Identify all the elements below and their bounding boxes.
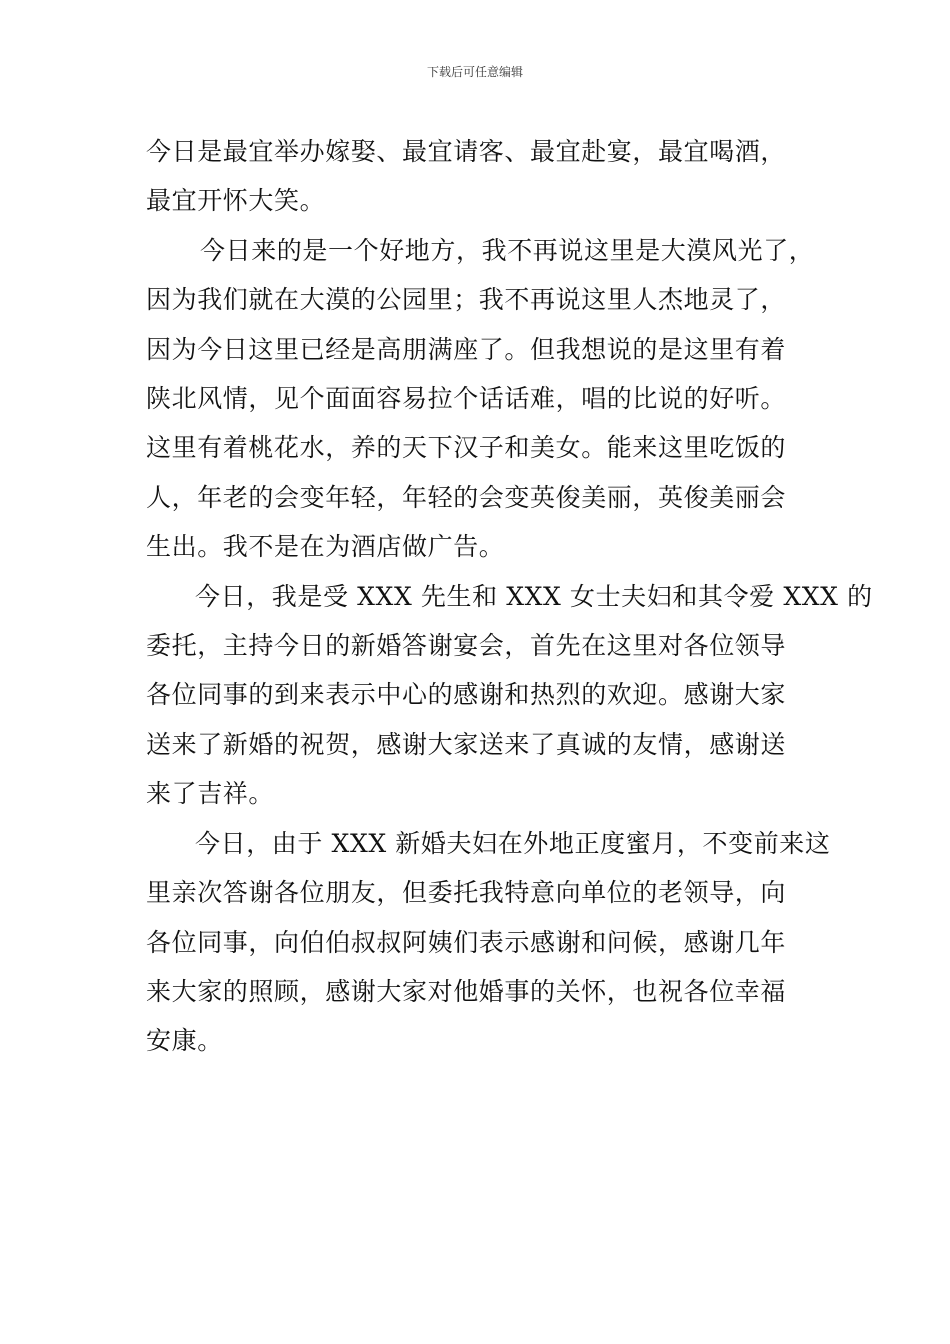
text-line: 生出。我不是在为酒店做广告。 — [146, 532, 505, 562]
text-line: 里亲次答谢各位朋友，但委托我特意向单位的老领导，向 — [146, 878, 787, 908]
text-line: 来大家的照顾，感谢大家对他婚事的关怀，也祝各位幸福 — [146, 976, 787, 1006]
text-line: 因为我们就在大漠的公园里；我不再说这里人杰地灵了， — [146, 285, 787, 315]
paragraph-3 — [146, 572, 873, 819]
text-line: 送来了新婚的祝贺，感谢大家送来了真诚的友情，感谢送 — [146, 729, 787, 759]
text-line: 来了吉祥。 — [146, 779, 275, 809]
text-line: 这里有着桃花水，养的天下汉子和美女。能来这里吃饭的 — [146, 433, 787, 463]
text-line: 安康。 — [146, 1026, 223, 1056]
text-line: 今日是最宜举办嫁娶、最宜请客、最宜赴宴，最宜喝酒， — [146, 137, 787, 166]
text-line: 最宜开怀大笑。 — [146, 186, 326, 216]
text-line: 陕北风情，见个面面容易拉个话话难，唱的比说的好听。 — [146, 384, 787, 414]
document-body — [146, 127, 873, 1066]
paragraph-2 — [146, 226, 826, 572]
text-line: 各位同事的到来表示中心的感谢和热烈的欢迎。感谢大家 — [146, 680, 787, 710]
text-line: 因为今日这里已经是高朋满座了。但我想说的是这里有着 — [146, 334, 787, 364]
text-line: 今日，我是受 XXX 先生和 XXX 女士夫妇和其令爱 XXX 的 — [195, 581, 873, 611]
text-line: 今日来的是一个好地方，我不再说这里是大漠风光了， — [200, 235, 815, 265]
text-line: 各位同事，向伯伯叔叔阿姨们表示感谢和问候，感谢几年 — [146, 927, 787, 957]
page-header: 下载后可任意编辑 — [426, 65, 523, 79]
paragraph-1 — [146, 127, 826, 226]
text-line: 今日，由于 XXX 新婚夫妇在外地正度蜜月，不变前来这 — [195, 828, 831, 858]
text-line: 人，年老的会变年轻，年轻的会变英俊美丽，英俊美丽会 — [146, 482, 787, 512]
paragraph-4 — [146, 819, 831, 1066]
text-line: 委托，主持今日的新婚答谢宴会，首先在这里对各位领导 — [146, 631, 787, 661]
